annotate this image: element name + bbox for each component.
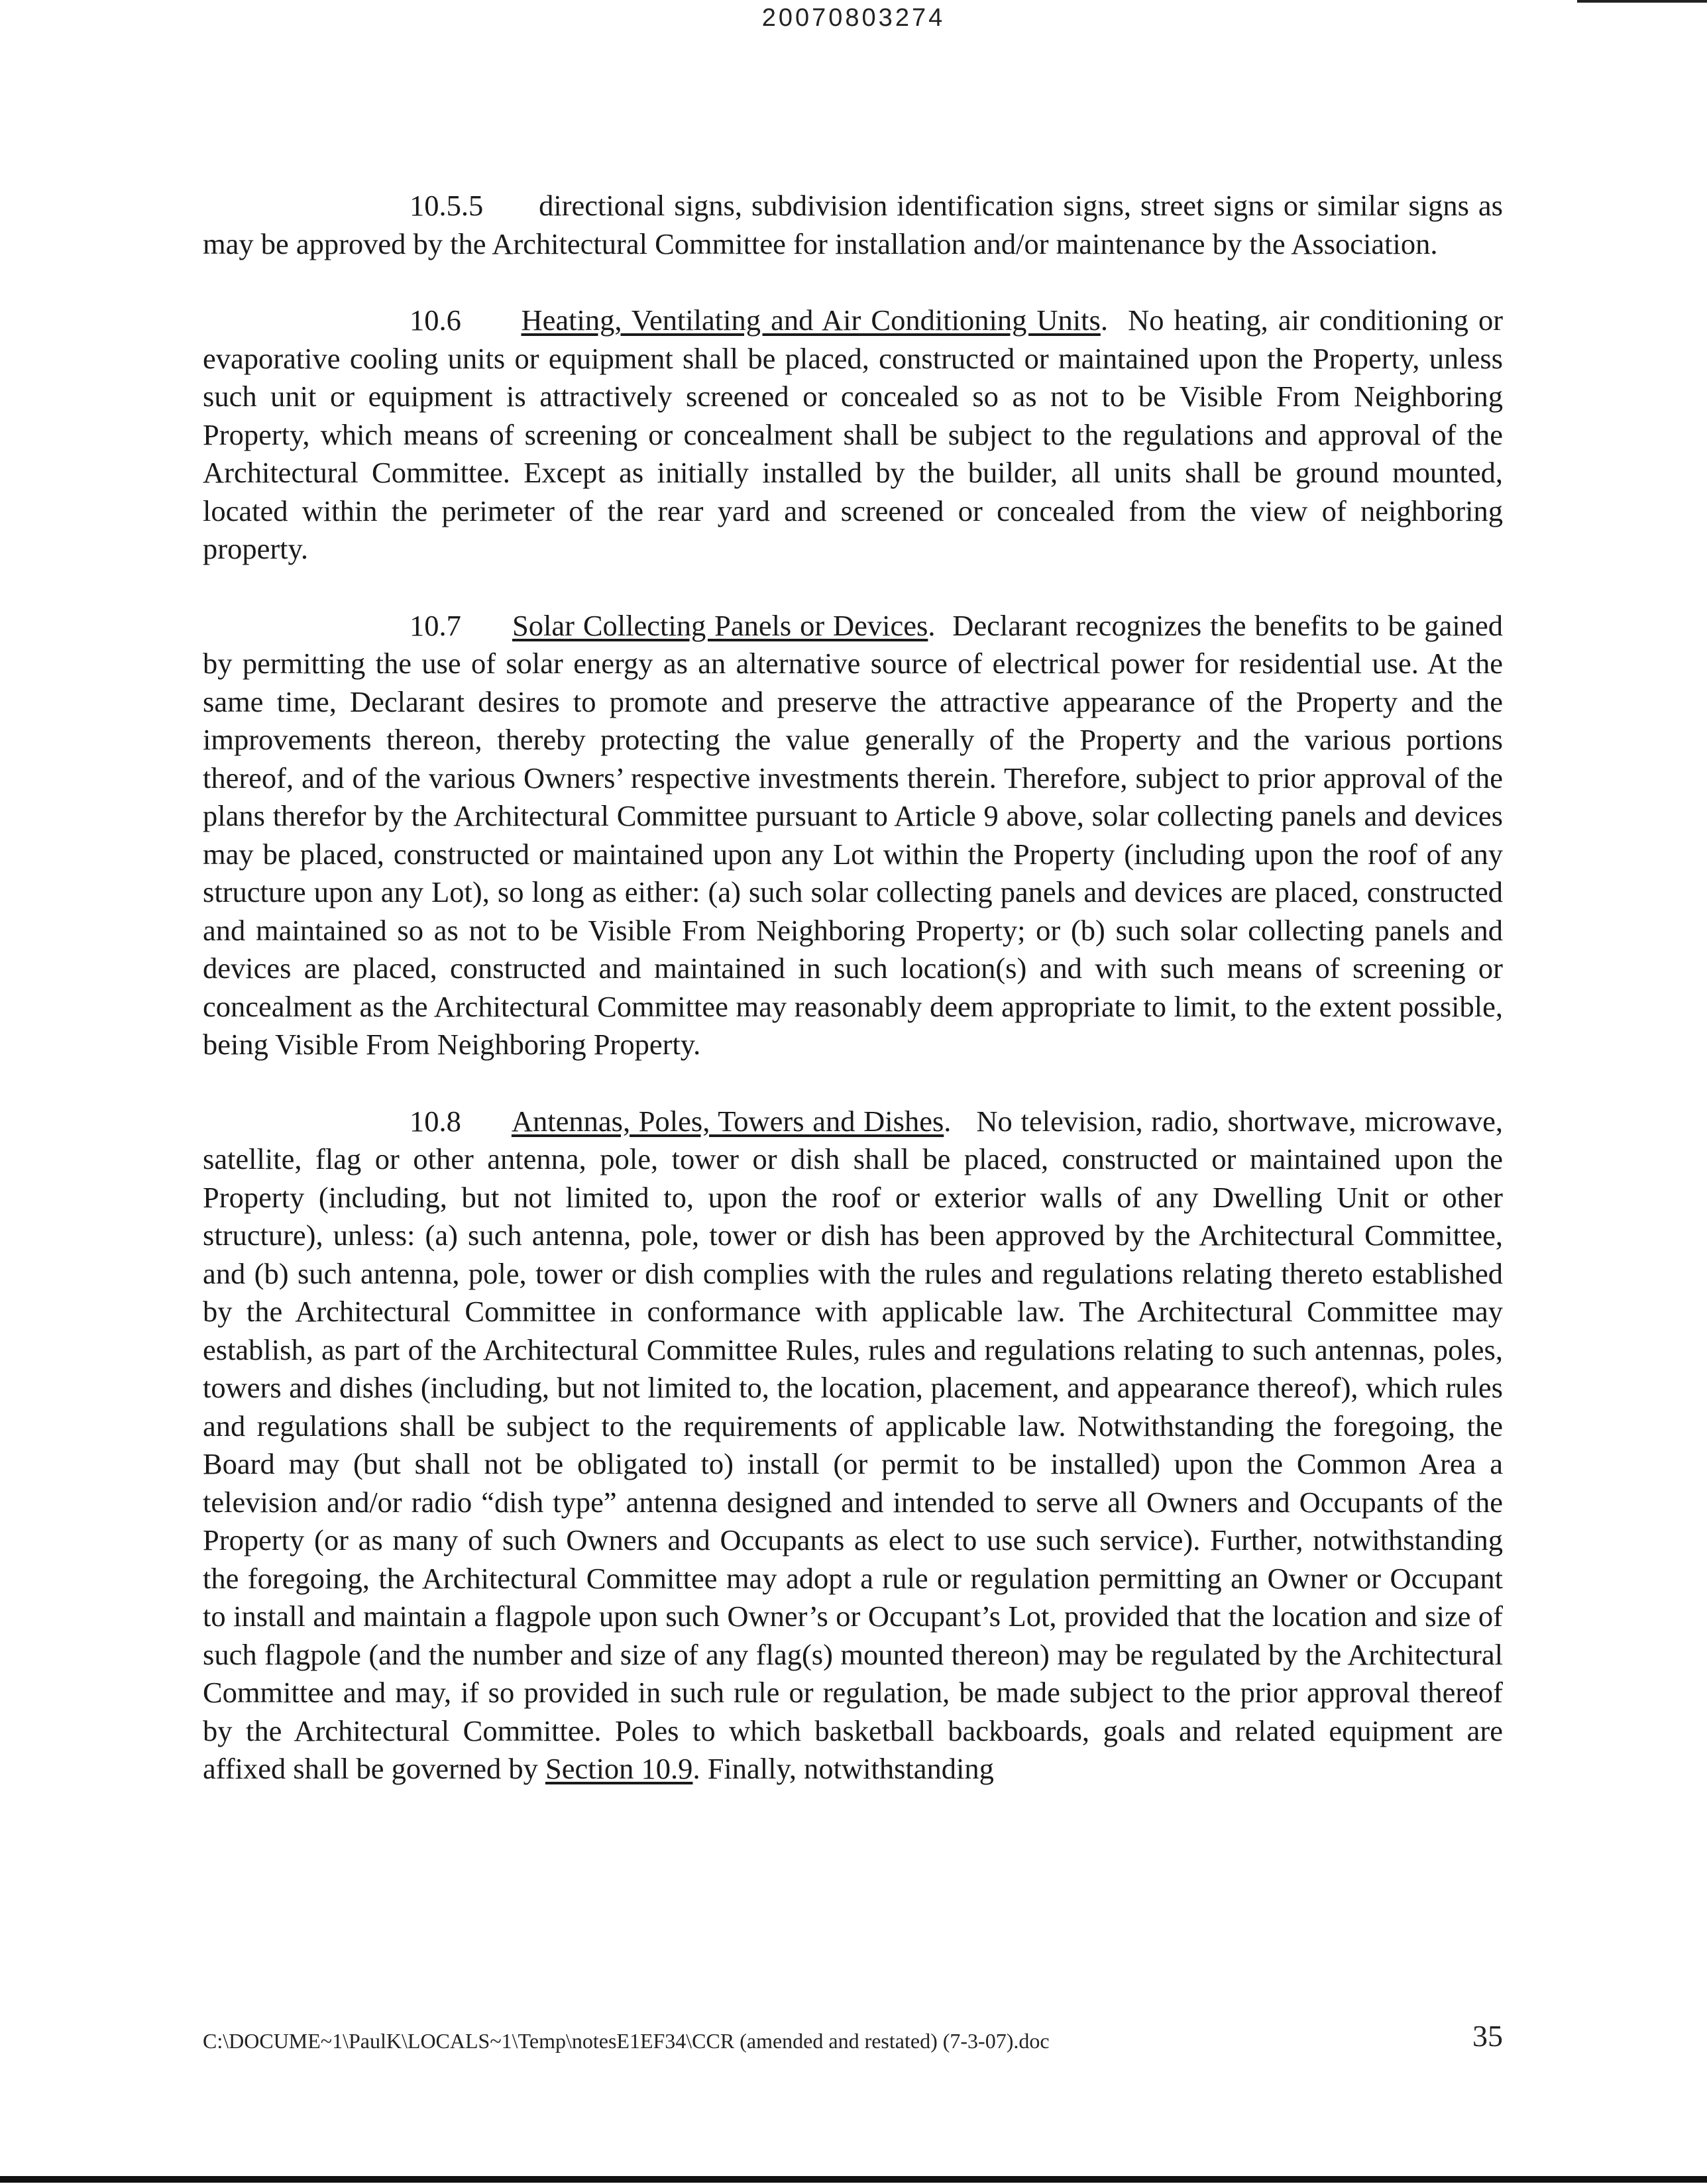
paragraph-number: 10.8 xyxy=(410,1104,461,1138)
paragraph-text: No television, radio, shortwave, microwave, satellite, flag or other antenna, pole, tower or dish shall be placed, constructed or maintained upon the Property (including, but not limited to, upon the roof or exterior walls of any Dwelling Unit or other structure), unless: (a) such antenna, pole, tower or dish has been approved by the Architectural Committee, and (b) such antenna, pole, tower or dish complies with the rules and regulations relating thereto established by the Architectural Committee in conformance with applicable law. The Architectural Committee may establish, as part of the Architectural Committee Rules, rules and regulations relating to such antennas, poles, towers and dishes (including, but not limited to, the location, placement, and appearance thereof), which rules and regulations shall be subject to the requirements of applicable law. Notwithstanding the foregoing, the Board may (but shall not be obligated to) install (or permit to be installed) upon the Common Area a television and/or radio “dish type” antenna designed and intended to serve all Owners and Occupants of the Property (or as many of such Owners and Occupants as elect to use such service). Further, notwithstanding the foregoing, the Architectural Committee may adopt a rule or regulation permitting an Owner or Occupant to install and maintain a flagpole upon such Owner’s or Occupant’s Lot, provided that the location and size of such flagpole (and the number and size of any flag(s) mounted thereon) may be regulated by the Architectural Committee and may, if so provided in such rule or regulation, be made subject to the prior approval thereof by the Architectural Committee. Poles to which basketball backboards, goals and related equipment are affixed shall be governed by xyxy=(203,1104,1504,1785)
section-heading: Heating, Ventilating and Air Conditioning Units xyxy=(521,303,1101,337)
paragraph-10-6: 10.6 Heating, Ventilating and Air Conditioning Units. No heating, air conditioning or evaporative cooling units or equipment shall be placed, constructed or maintained upon the Property, unless such unit or equipment is attractively screened or concealed so as not to be Visible From Neighboring Property, which means of screening or concealment shall be subject to the regulations and approval of the Architectural Committee. Except as initially installed by the builder, all units shall be ground mounted, located within the perimeter of the rear yard and screened or concealed from the view of neighboring property. xyxy=(203,301,1503,569)
document-number: 20070803274 xyxy=(761,4,946,32)
footer-file-path: C:\DOCUME~1\PaulK\LOCALS~1\Temp\notesE1EF34\CCR (amended and restated) (7-3-07).doc xyxy=(203,2029,1050,2053)
page-number: 35 xyxy=(1472,2019,1503,2053)
document-body xyxy=(203,187,1503,1788)
paragraph-10-8: 10.8 Antennas, Poles, Towers and Dishes. No television, radio, shortwave, microwave, satellite, flag or other antenna, pole, tower or dish shall be placed, constructed or maintained upon the Property (including, but not limited to, upon the roof or exterior walls of any Dwelling Unit or other structure), unless: (a) such antenna, pole, tower or dish has been approved by the Architectural Committee, and (b) such antenna, pole, tower or dish complies with the rules and regulations relating thereto established by the Architectural Committee in conformance with applicable law. The Architectural Committee may establish, as part of the Architectural Committee Rules, rules and regulations relating to such antennas, poles, towers and dishes (including, but not limited to, the location, placement, and appearance thereof), which rules and regulations shall be subject to the requirements of applicable law. Notwithstanding the foregoing, the Board may (but shall not be obligated to) install (or permit to be installed) upon the Common Area a television and/or radio “dish type” antenna designed and intended to serve all Owners and Occupants of the Property (or as many of such Owners and Occupants as elect to use such service). Further, notwithstanding the foregoing, the Architectural Committee may adopt a rule or regulation permitting an Owner or Occupant to install and maintain a flagpole upon such Owner’s or Occupant’s Lot, provided that the location and size of such flagpole (and the number and size of any flag(s) mounted thereon) may be regulated by the Architectural Committee and may, if so provided in such rule or regulation, be made subject to the prior approval thereof by the Architectural Committee. Poles to which basketball backboards, goals and related equipment are affixed shall be governed by Section 10.9. Finally, notwithstanding xyxy=(203,1103,1503,1788)
section-heading: Solar Collecting Panels or Devices xyxy=(512,608,928,642)
paragraph-number: 10.6 xyxy=(410,303,461,337)
paragraph-10-7: 10.7 Solar Collecting Panels or Devices. Declarant recognizes the benefits to be gained by permitting the use of solar energy as an alternative source of electrical power for residential use. At the same time, Declarant desires to promote and preserve the attractive appearance of the Property and the improvements thereon, thereby protecting the value generally of the Property and the various portions thereof, and of the various Owners’ respective investments therein. Therefore, subject to prior approval of the plans therefor by the Architectural Committee pursuant to Article 9 above, solar collecting panels and devices may be placed, constructed or maintained upon any Lot within the Property (including upon the roof of any structure upon any Lot), so long as either: (a) such solar collecting panels and devices are placed, constructed and maintained so as not to be Visible From Neighboring Property; or (b) such solar collecting panels and devices are placed, constructed and maintained in such location(s) and with such means of screening or concealment as the Architectural Committee may reasonably deem appropriate to limit, to the extent possible, being Visible From Neighboring Property. xyxy=(203,607,1503,1064)
paragraph-text: No heating, air conditioning or evaporative cooling units or equipment shall be placed, constructed or maintained upon the Property, unless such unit or equipment is attractively screened or concealed so as not to be Visible From Neighboring Property, which means of screening or concealment shall be subject to the regulations and approval of the Architectural Committee. Except as initially installed by the builder, all units shall be ground mounted, located within the perimeter of the rear yard and screened or concealed from the view of neighboring property. xyxy=(203,303,1504,565)
paragraph-tail: . Finally, notwithstanding xyxy=(692,1752,994,1785)
section-reference: Section 10.9 xyxy=(545,1752,693,1785)
paragraph-text: directional signs, subdivision identification signs, street signs or similar signs as may be approved by the Architectural Committee for installation and/or maintenance by the Association. xyxy=(203,189,1503,260)
paragraph-number: 10.7 xyxy=(410,608,461,642)
top-edge-rule xyxy=(1577,0,1707,3)
paragraph-10-5-5 xyxy=(203,187,1503,263)
bottom-edge-rule xyxy=(0,2176,1707,2183)
paragraph-text: Declarant recognizes the benefits to be gained by permitting the use of solar energy as an alternative source of electrical power for residential use. At the same time, Declarant desires to promote and preserve the attractive appearance of the Property and the improvements thereon, thereby protecting the value generally of the Property and the various portions thereof, and of the various Owners’ respective investments therein. Therefore, subject to prior approval of the plans therefor by the Architectural Committee pursuant to Article 9 above, solar collecting panels and devices may be placed, constructed or maintained upon any Lot within the Property (including upon the roof of any structure upon any Lot), so long as either: (a) such solar collecting panels and devices are placed, constructed and maintained so as not to be Visible From Neighboring Property; or (b) such solar collecting panels and devices are placed, constructed and maintained in such location(s) and with such means of screening or concealment as the Architectural Committee may reasonably deem appropriate to limit, to the extent possible, being Visible From Neighboring Property. xyxy=(203,608,1504,1061)
paragraph-number: 10.5.5 xyxy=(410,189,484,222)
section-heading: Antennas, Poles, Towers and Dishes xyxy=(511,1104,944,1138)
